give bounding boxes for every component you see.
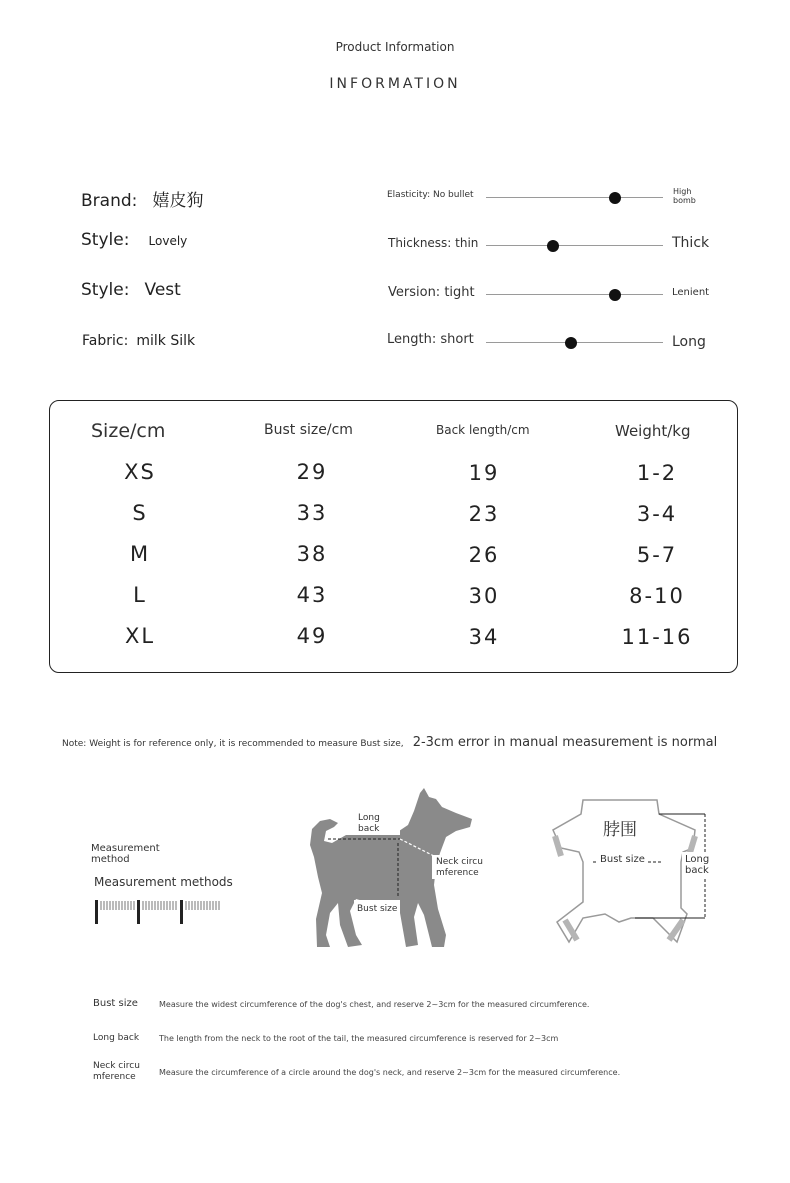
table-cell-bust: 49 [296,624,328,648]
attribute-style-1 [81,230,187,250]
table-cell-weight: 11-16 [621,625,693,649]
slider-version-left-label: Version: tight [388,285,475,300]
table-cell-size: XL [124,624,156,648]
table-cell-weight: 5-7 [636,543,678,567]
slider-thickness-knob [547,240,559,252]
attribute-label: Style: [81,230,130,250]
table-cell-back: 26 [468,543,500,567]
attribute-value: Vest [144,280,181,300]
definition-term-long-back: Long back [93,1033,140,1043]
slider-length-left-label: Length: short [387,332,474,347]
table-cell-bust: 43 [296,583,328,607]
attribute-value: milk Silk [136,333,196,349]
garment-label-long-back: Long back [685,854,710,876]
garment-label-bust: Bust size [600,854,645,865]
definition-term-bust: Bust size [93,998,138,1009]
definition-text-bust: Measure the widest circumference of the dog's chest, and reserve 2~3cm for the measured circumference. [159,1000,590,1009]
table-cell-weight: 3-4 [636,502,678,526]
table-header-bust: Bust size/cm [264,422,353,438]
definition-term-neck: Neck circu mference [93,1061,140,1082]
table-cell-size: L [133,583,147,607]
garment-label-neck: 脖围 [603,820,637,840]
note-part2: 2-3cm error in manual measurement is normal [412,735,718,750]
attribute-brand [81,186,203,211]
slider-thickness-track [486,245,663,246]
definition-text-long-back: The length from the neck to the root of the tail, the measured circumference is reserved for 2~3cm [159,1034,559,1043]
attribute-value: 嬉皮狗 [152,191,204,211]
slider-thickness-right-label: Thick [672,235,710,251]
slider-elasticity-left-label: Elasticity: No bullet [387,190,474,200]
table-cell-bust: 29 [296,460,328,484]
table-cell-weight: 1-2 [636,461,678,485]
table-header-weight: Weight/kg [615,422,691,440]
slider-version-track [486,294,663,295]
table-cell-size: S [132,501,148,525]
header-subtitle: Product Information [335,40,455,54]
dog-label-bust: Bust size [357,904,398,914]
slider-thickness-left-label: Thickness: thin [388,236,479,250]
slider-elasticity-track [486,197,663,198]
slider-length-knob [565,337,577,349]
slider-version-right-label: Lenient [672,287,710,298]
dog-label-neck: Neck circu mference [436,857,483,878]
attribute-label: Brand: [81,191,138,211]
table-cell-back: 30 [468,584,500,608]
attribute-label: Style: [81,280,130,300]
table-cell-back: 34 [468,625,500,649]
attribute-style-2 [81,280,181,300]
table-header-back-length: Back length/cm [436,423,530,437]
table-header-size: Size/cm [91,420,166,442]
attribute-value: Lovely [148,234,188,248]
definition-text-neck: Measure the circumference of a circle around the dog's neck, and reserve 2~3cm for the measured circumference. [159,1068,621,1077]
attribute-fabric [82,330,195,349]
measurement-title: Measurement methods [94,875,233,889]
table-cell-bust: 33 [296,501,328,525]
table-cell-size: XS [124,460,156,484]
attribute-label: Fabric: [82,333,129,349]
slider-version-knob [609,289,621,301]
table-cell-size: M [129,542,151,566]
measurement-small-title: Measurement method [91,843,160,865]
slider-length-right-label: Long [672,334,706,350]
dog-label-long-back: Long back [358,813,380,834]
table-cell-back: 23 [468,502,500,526]
table-cell-back: 19 [468,461,500,485]
note-part1: Note: Weight is for reference only, it is recommended to measure Bust size, [62,739,404,749]
slider-elasticity-knob [609,192,621,204]
table-cell-bust: 38 [296,542,328,566]
table-cell-weight: 8-10 [629,584,685,608]
slider-elasticity-right-label: High bomb [673,187,696,205]
header-title: INFORMATION [329,76,461,92]
measurement-note [62,731,717,750]
ruler-icon [92,896,227,926]
